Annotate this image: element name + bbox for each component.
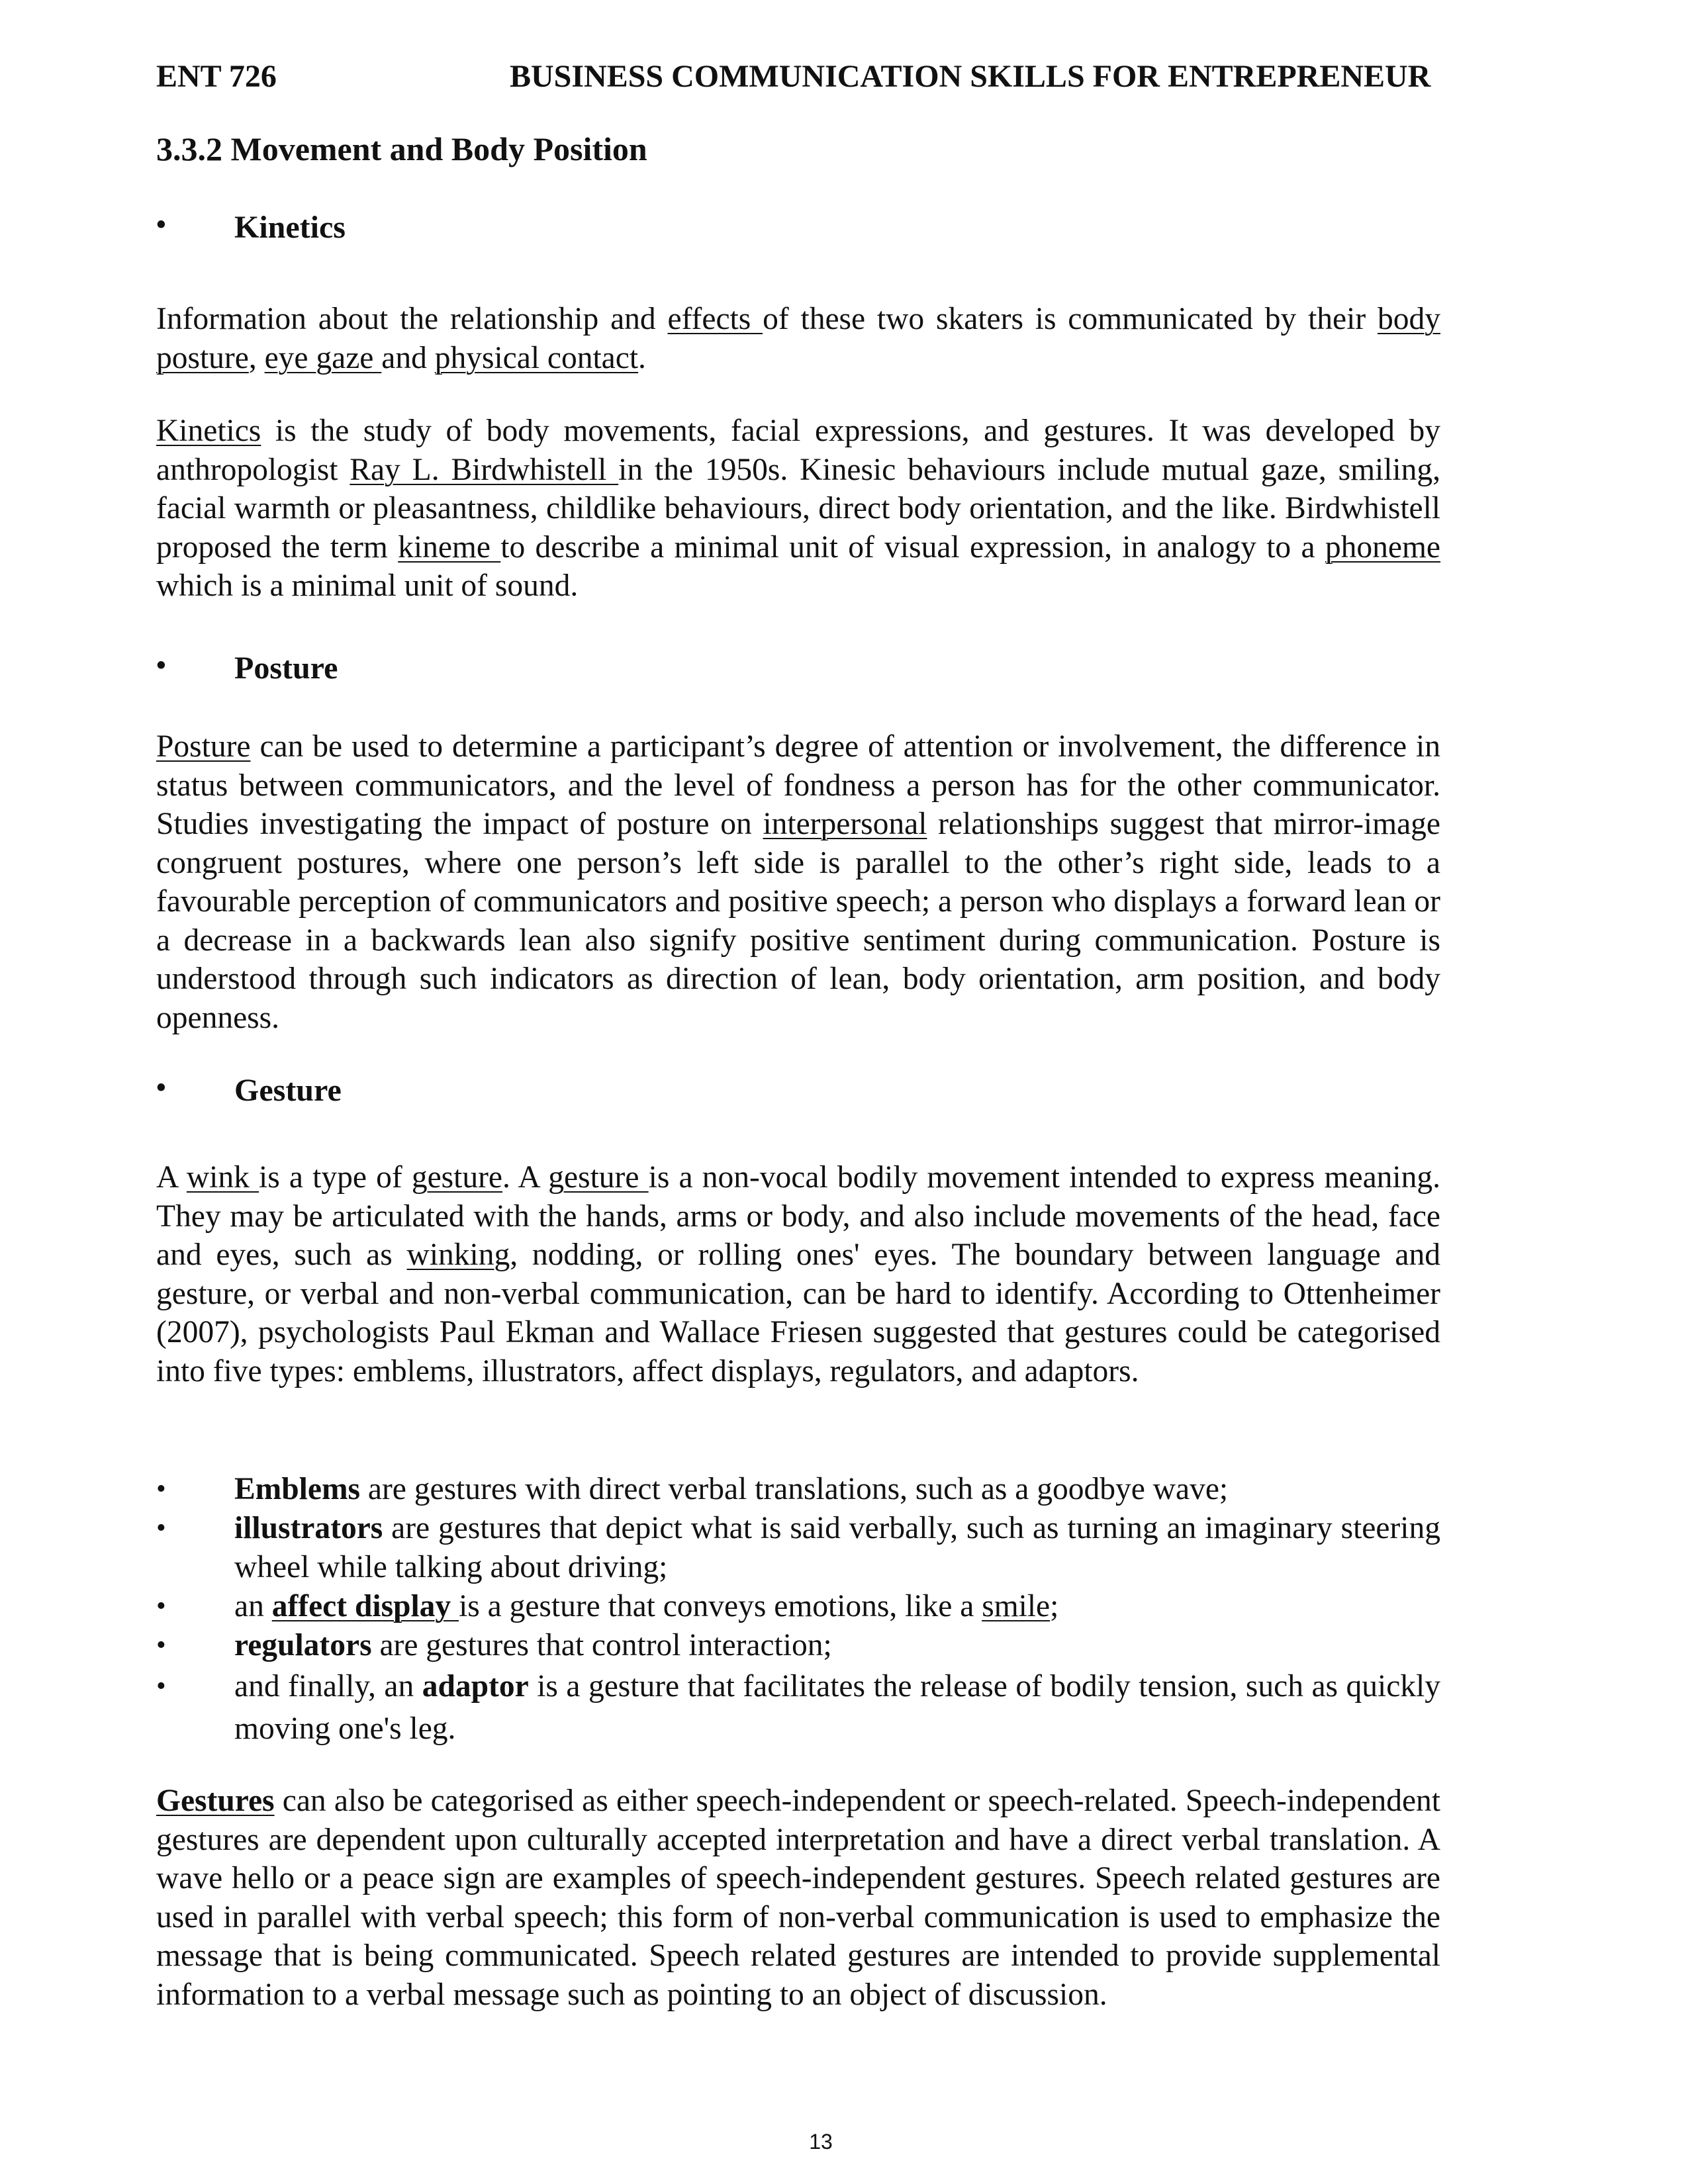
link-gesture-2[interactable]: gesture [548, 1160, 649, 1195]
link-interpersonal[interactable]: interpersonal [763, 807, 927, 841]
term-emblems: Emblems [234, 1472, 360, 1506]
gesture-paragraph-1: A wink is a type of gesture. A gesture is a non-vocal bodily movement intended to express meaning. They may be articulated with the hands, arms or body, and also include movements of the head, face and eyes, such as winking, nodding, or rolling ones' eyes. The boundary between language and gesture, or verbal and non-verbal communication, can be hard to identify. According to Ottenheimer (2007), psychologists Paul Ekman and Wallace Friesen suggested that gestures could be categorised into five types: emblems, illustrators, affect displays, regulators, and adaptors. [156, 1160, 1440, 1388]
bullet-icon: • [156, 1671, 166, 1702]
link-eye-gaze[interactable]: eye gaze [264, 340, 382, 375]
bullet-icon: • [156, 1591, 166, 1621]
term-adaptor: adaptor [422, 1669, 529, 1704]
bullet-icon: • [156, 651, 166, 681]
link-physical-contact[interactable]: physical contact [434, 340, 639, 375]
posture-paragraph: Posture can be used to determine a participant’s degree of attention or involvement, the difference in status between communicators, and the level of fondness a person has for the other communicator. Studies investigating the impact of posture on interpersonal relationships suggest that mirror-image congruent postures, where one person’s left side is parallel to the other’s right side, leads to a favourable perception of communicators and positive speech; a person who displays a forward lean or a decrease in a backwards lean also signify positive sentiment during communication. Posture is understood through such indicators as direction of lean, body orientation, arm position, and body openness. [156, 729, 1440, 1035]
bullet-icon: • [156, 210, 166, 240]
term-regulators: regulators [234, 1628, 372, 1662]
link-body-posture[interactable]: body posture [156, 302, 1440, 375]
course-title: BUSINESS COMMUNICATION SKILLS FOR ENTREPRENEUR [510, 59, 1431, 94]
link-effects[interactable]: effects [667, 302, 763, 336]
link-kinetics[interactable]: Kinetics [156, 414, 261, 448]
list-item: • regulators are gestures that control interaction; [156, 1626, 1440, 1665]
link-posture[interactable]: Posture [156, 729, 251, 764]
bullet-icon: • [156, 1630, 166, 1661]
term-illustrators: illustrators [234, 1511, 383, 1545]
list-item: • Emblems are gestures with direct verbal translations, such as a goodbye wave; [156, 1470, 1440, 1509]
gesture-paragraph-2: Gestures can also be categorised as either speech-independent or speech-related. Speech-independent gestures are dependent upon culturally accepted interpretation and have a direct verbal translation. A wave hello or a peace sign are examples of speech-independent gestures. Speech related gestures are used in parallel with verbal speech; this form of non-verbal communication is used to emphasize the message that is being communicated. Speech related gestures are intended to provide supplemental information to a verbal message such as pointing to an object of discussion. [156, 1784, 1440, 2012]
course-code: ENT 726 [156, 59, 277, 94]
kinetics-paragraph-1: Information about the relationship and effects of these two skaters is communicated by their body posture, eye gaze and physical contact. [156, 302, 1440, 375]
list-item: • illustrators are gestures that depict what is said verbally, such as turning an imaginary steering wheel while talking about driving; [156, 1509, 1440, 1587]
link-winking[interactable]: winking [406, 1238, 510, 1272]
document-page: ENT 726 BUSINESS COMMUNICATION SKILLS FOR ENTREPRENEUR 3.3.2 Movement and Body Position • Kinetics Information about the relationship and effects of these two skaters is communicated by their body posture, eye gaze and physical contact. Kinetics is the study of body movements, facial expressions, and gestures. It was developed by anthropologist Ray L. Birdwhistell in the 1950s. Kinesic behaviours include mutual gaze, smiling, facial warmth or pleasantness, childlike behaviours, direct body orientation, and the like. Birdwhistell proposed the term kineme to describe a minimal unit of visual expression, in analogy to a phoneme which is a minimal unit of sound. • Posture Posture can be used to determine a participant’s degree of attention or involvement, the difference in status between communicators, and the level of fondness a person has for the other communicator. Studies investigating the impact of posture on interpersonal relationships suggest that mirror-image congruent postures, where one person’s left side is parallel to the other’s right side, leads to a favourable perception of communicators and positive speech; a person who displays a forward lean or a decrease in a backwards lean also signify positive sentiment during communication. Posture is understood through such indicators as direction of lean, body orientation, arm position, and body openness. • Gesture A wink is a type of gesture. A gesture is a non-vocal bodily movement intended to express meaning. They may be articulated with the hands, arms or body, and also include movements of the head, face and eyes, such as winking, nodding, or rolling ones' eyes. The boundary between language and gesture, or verbal and non-verbal communication, can be hard to identify. According to Ottenheimer (2007), psychologists Paul Ekman and Wallace Friesen suggested that gestures could be categorised into five types: emblems, illustrators, affect displays, regulators, and adaptors. • Emblems are gestures with direct verbal translations, such as a goodbye wave; • illustrators are gestures that depict what is said verbally, such as turning an imaginary steering wheel while talking about driving; • an affect display is a gesture that conveys emotions, like a smile; • regulators are gestures that control interaction; • and finally, an adaptor is a gesture that facilitates the release of bodily tension, such as quickly moving one's leg. Gestures can also be categorised as either speech-independent or speech-related. Speech-independent gestures are dependent upon culturally accepted interpretation and have a direct verbal translation. A wave hello or a peace sign are examples of speech-independent gestures. Speech related gestures are used in parallel with verbal speech; this form of non-verbal communication is used to emphasize the message that is being communicated. Speech related gestures are intended to provide supplemental information to a verbal message such as pointing to an object of discussion. 13 [0, 0, 1688, 2184]
section-title: 3.3.2 Movement and Body Position [156, 130, 647, 167]
bullet-icon: • [156, 1474, 166, 1504]
list-item: • an affect display is a gesture that conveys emotions, like a smile; [156, 1587, 1440, 1626]
link-phoneme[interactable]: phoneme [1325, 529, 1440, 565]
link-gesture[interactable]: gesture [411, 1160, 502, 1195]
bullet-icon: • [156, 1513, 166, 1543]
gesture-types-list [156, 1470, 1440, 1750]
page-number: 13 [809, 2130, 833, 2154]
link-wink[interactable]: wink [186, 1160, 259, 1195]
list-item: • and finally, an adaptor is a gesture that facilitates the release of bodily tension, such as quickly moving one's leg. [156, 1665, 1440, 1750]
kinetics-paragraph-2: Kinetics is the study of body movements, facial expressions, and gestures. It was developed by anthropologist Ray L. Birdwhistell in the 1950s. Kinesic behaviours include mutual gaze, smiling, facial warmth or pleasantness, childlike behaviours, direct body orientation, and the like. Birdwhistell proposed the term kineme to describe a minimal unit of visual expression, in analogy to a phoneme which is a minimal unit of sound. [156, 414, 1440, 603]
link-ray-birdwhistell[interactable]: Ray L. Birdwhistell [350, 452, 619, 487]
link-smile[interactable]: smile [982, 1589, 1051, 1623]
link-gestures[interactable]: Gestures [156, 1784, 275, 1818]
bullet-icon: • [156, 1073, 166, 1103]
link-affect-display[interactable]: affect display [271, 1589, 459, 1623]
link-kineme[interactable]: kineme [398, 529, 501, 565]
